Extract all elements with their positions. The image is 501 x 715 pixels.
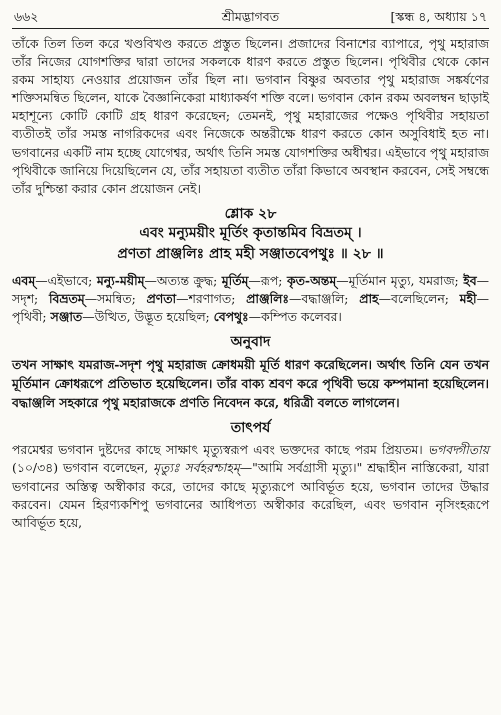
purport-part-2: (১০/৩৪) ভগবান বলেছেন,: [12, 460, 154, 476]
synonym-term: মূর্তিম্: [221, 272, 249, 288]
synonym-meaning: পৃথিবী;: [12, 309, 51, 325]
translation-title: অনুবাদ: [230, 334, 271, 351]
synonyms: এবম্—এইভাবে; মন্যু-ময়ীম্—অত্যন্ত ক্রুদ্ধ; মূর্তিম্—রূপ; কৃত-অন্তম্—মূর্তিমান মৃত্যু, যমরাজ; ইব—সদৃশ; বিভ্রতম্—সমন্বিত; প্রণতা—শরণাগত; প্রাঞ্জলিঃ—বদ্ধাঞ্জলি; প্রাহ—বলেছিলেন; মহী—পৃথিবী; সঞ্জাত—উত্থিত, উদ্ভূত হয়েছিল; বেপথুঃ—কম্পিত কলেবর।: [12, 272, 489, 325]
verse-line-2: প্রণতা প্রাঞ্জলিঃ প্রাহ মহী সঞ্জাতবেপথুঃ ॥ ২৮ ॥: [117, 245, 384, 262]
synonym-meaning: বদ্ধাঞ্জলি;: [301, 290, 360, 306]
synonym-term: বিভ্রতম্: [48, 290, 85, 306]
synonym-term: এবম্: [12, 272, 36, 288]
synonym-meaning: অত্যন্ত ক্রুদ্ধ;: [156, 272, 222, 288]
verse-line-1: এবং মন্যুময়ীং মূর্তিং কৃতান্তমিব বিভ্রতম্ ।: [139, 224, 362, 241]
synonym-meaning: সমন্বিত;: [97, 290, 147, 306]
synonym-term: প্রাহ: [359, 290, 379, 306]
synonym-term: প্রণতা: [146, 290, 177, 306]
synonym-meaning: কম্পিত কলেবর।: [261, 309, 342, 325]
synonym-term: বেপথুঃ: [213, 309, 249, 325]
synonym-term: মন্যু-ময়ীম্: [96, 272, 145, 288]
purport-part-3: —"আমি সর্বগ্রাসী মৃত্যু।" শ্রদ্ধাহীন নাস্তিকেরা, যারা ভগবানের অস্তিত্ব অস্বীকার করে, তাদের কাছে মৃত্যুরূপে আবির্ভূত হয়ে, ভগবান তাদের উদ্ধার করবেন। যেমন হিরণ্যকশিপু ভগবানের আধিপত্য অস্বীকার করেছিল, এবং ভগবান নৃসিংহরূপে আবির্ভূত হয়ে,: [12, 460, 489, 530]
synonym-term: প্রাঞ্জলিঃ: [246, 290, 289, 306]
intro-paragraph: তাঁকে তিল তিল করে খণ্ডবিখণ্ড করতে প্রস্তুত ছিলেন। প্রজাদের বিনাশের ব্যাপারে, পৃথু মহারাজ তাঁর নিজের যোগশক্তির দ্বারা তাদের সকলকে ধারণ করতে প্রস্তুত ছিলেন। পৃথিবীর থেকে কোন রকম সাহায্য নেওয়ার প্রয়োজন তাঁর ছিল না। ভগবান বিষ্ণুর অবতার পৃথু মহারাজ সঙ্কর্ষণের শক্তিসমন্বিত ছিলেন, যাকে বৈজ্ঞানিকেরা মাধ্যাকর্ষণ শক্তি বলে। ভগবান কোন রকম অবলম্বন ছাড়াই মহাশূন্যে কোটি কোটি গ্রহ ধারণ করেছেন; তেমনই, পৃথু মহারাজের পক্ষেও পৃথিবীর সহায়তা ব্যতীতই তাঁর সমস্ত নাগরিকদের এবং নিজেকে অন্তরীক্ষে ধারণ করতে কোন অসুবিধাই হত না। ভগবানের একটি নাম হচ্ছে যোগেশ্বর, অর্থাৎ তিনি সমস্ত যোগশক্তির অধীশ্বর। এইভাবে পৃথু মহারাজ পৃথিবীকে জানিয়ে দিয়েছিলেন যে, তাঁর সহায়তা ব্যতীত তাঁরা কিভাবে অবস্থান করবেন, সেই সম্বন্ধে তাঁর দুশ্চিন্তা করার কোন প্রয়োজন নেই।: [12, 36, 489, 196]
synonym-term: কৃত-অন্তম্: [286, 272, 337, 288]
purport-text: [12, 441, 489, 532]
synonym-meaning: সদৃশ;: [12, 290, 49, 306]
translation-text: তখন সাক্ষাৎ যমরাজ-সদৃশ পৃথু মহারাজ ক্রোধময়ী মূর্তি ধারণ করেছিলেন। অর্থাৎ তিনি যেন তখন মূর্তিমান ক্রোধরূপে প্রতিভাত হয়েছিলেন। তাঁর বাক্য শ্রবণ করে পৃথিবী ভয়ে কম্পমানা হয়েছিলেন। বদ্ধাঞ্জলি সহকারে পৃথু মহারাজকে প্রণতি নিবেদন করে, ধরিত্রী বলতে লাগলেন।: [12, 357, 489, 411]
page-number: ৬৬২: [14, 9, 39, 24]
verse-title: শ্লোক ২৮: [224, 205, 277, 222]
synonym-term: ইব: [463, 272, 477, 288]
synonym-term: সঞ্জাত: [50, 309, 83, 325]
synonym-meaning: উত্থিত, উদ্ভূত হয়েছিল;: [94, 309, 214, 325]
purport-part-1: পরমেশ্বর ভগবান দুষ্টদের কাছে সাক্ষাৎ মৃত্যুস্বরূপ এবং ভক্তদের কাছে পরম প্রিয়তম।: [12, 442, 428, 458]
synonym-meaning: এইভাবে;: [47, 272, 97, 288]
synonym-meaning: রূপ;: [260, 272, 287, 288]
synonym-term: মহী: [459, 290, 477, 306]
synonym-meaning: মূর্তিমান মৃত্যু, যমরাজ;: [348, 272, 464, 288]
purport-italic-quote: মৃত্যুঃ সর্বহরশ্চাহম্: [153, 460, 240, 476]
synonym-meaning: বলেছিলেন;: [390, 290, 460, 306]
purport-italic-gita: ভগবদ্গীতায়: [427, 442, 489, 458]
section-reference: [স্কন্ধ ৪, অধ্যায় ১৭: [390, 9, 487, 24]
book-title: শ্রীমদ্ভাগবত: [221, 9, 280, 24]
synonym-meaning: শরণাগত;: [188, 290, 247, 306]
purport-title: তাৎপর্য: [230, 420, 271, 437]
page-header: [12, 6, 489, 29]
